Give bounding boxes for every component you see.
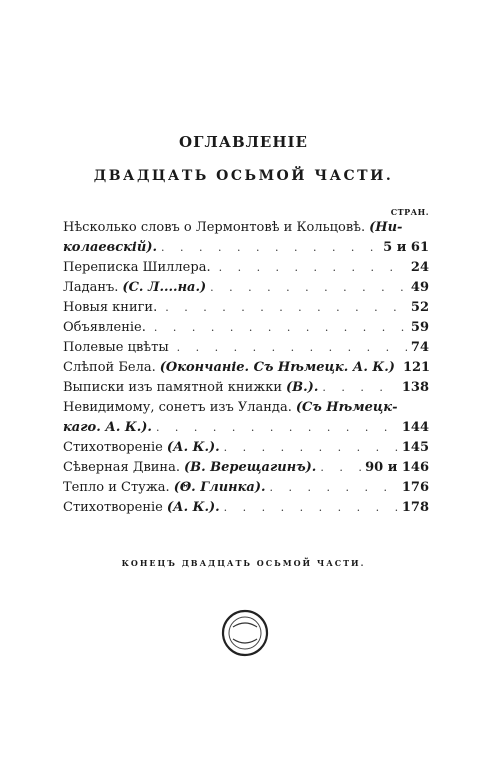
- toc-entry-title: Тепло и Стужа.: [63, 480, 170, 495]
- toc-entry: [63, 398, 429, 418]
- page-subtitle: ДВАДЦАТЬ ОСЬМОЙ ЧАСТИ.: [93, 168, 394, 184]
- dot-leader: [156, 418, 398, 438]
- toc-entry-page: 5 и 61: [383, 240, 429, 255]
- toc-entry-title: Стихотвореніе: [63, 440, 163, 455]
- dot-leader: [210, 278, 407, 298]
- toc-entry-author: (С. Л....на.): [122, 280, 207, 295]
- toc-entry-page: 176: [401, 480, 429, 495]
- toc-entry-page: 74: [410, 340, 429, 355]
- library-stamp-icon: [219, 607, 271, 659]
- toc-entry-page: 121: [402, 360, 431, 375]
- toc-entry-page: 24: [410, 260, 429, 275]
- part-end-note: КОНЕЦЪ ДВАДЦАТЬ ОСЬМОЙ ЧАСТИ.: [121, 558, 366, 568]
- toc-entry-title: Стихотвореніе: [63, 500, 163, 515]
- toc-entry-author: колаевскій).: [63, 240, 157, 255]
- dot-leader: [224, 498, 398, 518]
- toc-entry-title: Новыя книги.: [63, 300, 158, 315]
- toc-entry-author: (В. Верещагинъ).: [183, 460, 317, 475]
- toc-entry-page: 90 и 146: [365, 460, 429, 475]
- toc-entry-title: Ладанъ.: [63, 280, 119, 295]
- dot-leader: [154, 318, 407, 338]
- toc-entry-author: (Съ Нѣмецк-: [295, 400, 398, 415]
- page-column-header: СТРАН.: [390, 207, 429, 217]
- toc-entry: [63, 478, 429, 498]
- toc-entry-author: (А. К.).: [166, 440, 220, 455]
- toc-entry-title: Объявленіе.: [63, 320, 146, 335]
- dot-leader: [161, 238, 379, 258]
- toc-entry: [63, 318, 429, 338]
- dot-leader: [224, 438, 398, 458]
- toc-entry: [63, 378, 429, 398]
- toc-entry: [63, 358, 429, 378]
- toc-entry-author: (Θ. Глинка).: [173, 480, 266, 495]
- toc-entry-author: (Ни-: [369, 220, 403, 235]
- toc-entry: [63, 298, 429, 318]
- toc-entry: [63, 458, 429, 478]
- toc-entry-page: 178: [401, 500, 429, 515]
- dot-leader: [165, 298, 407, 318]
- dot-leader: [177, 338, 407, 358]
- toc-entry-page: 59: [410, 320, 429, 335]
- toc-entry: [63, 338, 429, 358]
- toc-entry-title: Выписки изъ памятной книжки: [63, 380, 283, 395]
- toc-entry-title: Полевые цвѣты: [63, 340, 169, 355]
- toc-entry-page: 49: [410, 280, 429, 295]
- toc-entry-page: 144: [401, 420, 429, 435]
- toc-entry-author: (Окончаніе. Съ Нѣмецк. А. К.): [159, 360, 395, 375]
- page-title: ОГЛАВЛЕНІЕ: [179, 133, 308, 151]
- toc-entry: [63, 498, 429, 518]
- dot-leader: [219, 258, 407, 278]
- toc-entry-title: Сѣверная Двина.: [63, 460, 180, 475]
- toc-entry-page: 145: [401, 440, 429, 455]
- toc-entry-page: 138: [401, 380, 429, 395]
- toc-entry-author: (В.).: [286, 380, 319, 395]
- toc-entry: [63, 258, 429, 278]
- toc-entry: [63, 278, 429, 298]
- toc-entry-author: (А. К.).: [166, 500, 220, 515]
- toc-entry-title: Невидимому, сонетъ изъ Уланда.: [63, 400, 292, 415]
- toc-entry-page: 52: [410, 300, 429, 315]
- dot-leader: [320, 458, 361, 478]
- toc-entry-author: каго. А. К.).: [63, 420, 152, 435]
- toc-entry: [63, 418, 429, 438]
- dot-leader: [322, 378, 398, 398]
- table-of-contents: [63, 218, 429, 518]
- toc-entry-title: Переписка Шиллера.: [63, 260, 211, 275]
- dot-leader: [270, 478, 398, 498]
- toc-entry: [63, 218, 429, 238]
- toc-entry: [63, 438, 429, 458]
- toc-entry-title: Слѣпой Бела.: [63, 360, 156, 375]
- toc-entry: [63, 238, 429, 258]
- toc-entry-title: Нѣсколько словъ о Лермонтовѣ и Кольцовѣ.: [63, 220, 366, 235]
